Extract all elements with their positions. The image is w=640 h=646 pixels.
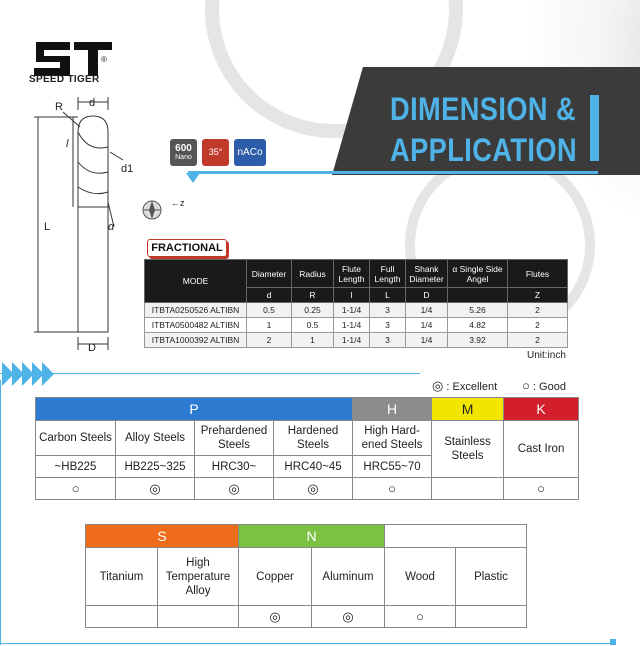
title-accent-bar: [590, 95, 599, 161]
cell-mode: ITBTA0500482 ALTIBN: [145, 318, 247, 333]
chevron-right-icon: [42, 362, 54, 386]
badge-helix-angle: 35°: [202, 139, 229, 166]
group-m: M: [432, 398, 504, 421]
cell-flutes: 2: [508, 303, 568, 318]
hardness-high-hardened: HRC55~70: [353, 456, 432, 478]
frame-bottom-line: [0, 643, 615, 644]
material-hardened-steels: Hardened Steels: [274, 421, 353, 456]
legend-good: ○ : Good: [522, 378, 566, 393]
label-d1: d1: [121, 163, 134, 175]
cell-full-length: 3: [370, 333, 406, 348]
symbol-l: l: [334, 288, 370, 303]
hardness-prehardened: HRC30~: [195, 456, 274, 478]
material-plastic: Plastic: [456, 548, 527, 606]
cell-radius: 1: [292, 333, 334, 348]
symbol-angle: [448, 288, 508, 303]
frame-end-marker: [610, 639, 616, 645]
rating-cast-iron: ○: [504, 478, 579, 500]
material-high-temperature-alloy: High Temperature Alloy: [158, 548, 239, 606]
header-flutes: Flutes: [508, 260, 568, 288]
spec-table: [144, 259, 568, 348]
table-row: [145, 333, 568, 348]
cell-mode: ITBTA0250526 ALTIBN: [145, 303, 247, 318]
group-k: K: [504, 398, 579, 421]
frame-left-line: [0, 380, 7, 645]
registered-mark: ®: [101, 55, 107, 64]
group-other: [385, 525, 527, 548]
cell-radius: 0.25: [292, 303, 334, 318]
cell-radius: 0.5: [292, 318, 334, 333]
material-wood: Wood: [385, 548, 456, 606]
rating-prehardened: ◎: [195, 478, 274, 500]
header-radius: Radius: [292, 260, 334, 288]
cell-flutes: 2: [508, 333, 568, 348]
hardness-alloy: HB225~325: [116, 456, 195, 478]
label-radius: R: [55, 101, 63, 113]
section-divider: [0, 373, 420, 374]
cell-diameter: 0.5: [247, 303, 292, 318]
rating-titanium: [86, 606, 158, 628]
cell-flute-length: 1-1/4: [334, 318, 370, 333]
header-diameter: Diameter: [247, 260, 292, 288]
title-line-1: DIMENSION &: [390, 91, 577, 127]
label-diameter: d: [89, 97, 96, 109]
cell-diameter: 2: [247, 333, 292, 348]
label-flute-count: ←z: [171, 198, 185, 208]
rating-high-temp-alloy: [158, 606, 239, 628]
symbol-r: R: [292, 288, 334, 303]
brand-name: SPEED TIGER: [29, 74, 100, 85]
rating-alloy: ◎: [116, 478, 195, 500]
label-shank-diameter: D: [88, 342, 96, 354]
material-high-hardened-steels: High Hard-ened Steels: [353, 421, 432, 456]
cell-flutes: 2: [508, 318, 568, 333]
table-row: [145, 318, 568, 333]
symbol-L: L: [370, 288, 406, 303]
rating-aluminum: ◎: [312, 606, 385, 628]
cell-shank: 1/4: [406, 318, 448, 333]
material-cast-iron: Cast Iron: [504, 421, 579, 478]
material-stainless-steels: Stainless Steels: [432, 421, 504, 478]
rating-stainless: [432, 478, 504, 500]
rating-wood: ○: [385, 606, 456, 628]
fractional-tag: FRACTIONAL: [147, 239, 227, 257]
label-alpha: α: [108, 221, 115, 233]
unit-label: Unit:inch: [527, 350, 566, 361]
material-alloy-steels: Alloy Steels: [116, 421, 195, 456]
rating-copper: ◎: [239, 606, 312, 628]
cell-mode: ITBTA1000392 ALTIBN: [145, 333, 247, 348]
header-flute-length: Flute Length: [334, 260, 370, 288]
group-p: P: [36, 398, 353, 421]
symbol-z: Z: [508, 288, 568, 303]
material-copper: Copper: [239, 548, 312, 606]
rating-plastic: [456, 606, 527, 628]
cell-flute-length: 1-1/4: [334, 333, 370, 348]
cell-angle: 3.92: [448, 333, 508, 348]
materials-table-2: [85, 524, 527, 628]
cell-full-length: 3: [370, 303, 406, 318]
material-aluminum: Aluminum: [312, 548, 385, 606]
material-carbon-steels: Carbon Steels: [36, 421, 116, 456]
flute-cross-section-icon: [140, 197, 170, 223]
rating-high-hardened: ○: [353, 478, 432, 500]
label-full-length: L: [44, 221, 51, 233]
group-h: H: [353, 398, 432, 421]
material-prehardened-steels: Prehardened Steels: [195, 421, 274, 456]
group-n: N: [239, 525, 385, 548]
cell-shank: 1/4: [406, 303, 448, 318]
cell-diameter: 1: [247, 318, 292, 333]
cell-shank: 1/4: [406, 333, 448, 348]
ball-end-mill-drawing: [18, 92, 148, 354]
header-full-length: Full Length: [370, 260, 406, 288]
cell-flute-length: 1-1/4: [334, 303, 370, 318]
header-shank-diameter: Shank Diameter: [406, 260, 448, 288]
badge-naco-coating: nACo: [234, 139, 266, 166]
label-flute-length: l: [66, 138, 69, 150]
header-angle: α Single Side Angel: [448, 260, 508, 288]
cell-full-length: 3: [370, 318, 406, 333]
hardness-hardened: HRC40~45: [274, 456, 353, 478]
symbol-d: d: [247, 288, 292, 303]
title-line-2: APPLICATION: [390, 132, 578, 168]
symbol-D: D: [406, 288, 448, 303]
badge-600-nano: 600 Nano: [170, 139, 197, 166]
hardness-carbon: ~HB225: [36, 456, 116, 478]
materials-table-1: [35, 397, 579, 500]
table-row: [145, 303, 568, 318]
cell-angle: 5.26: [448, 303, 508, 318]
header-mode: MODE: [145, 260, 247, 303]
cell-angle: 4.82: [448, 318, 508, 333]
rating-carbon: ○: [36, 478, 116, 500]
group-s: S: [86, 525, 239, 548]
material-titanium: Titanium: [86, 548, 158, 606]
title-underline: [188, 171, 598, 174]
rating-hardened: ◎: [274, 478, 353, 500]
legend-excellent: ◎ : Excellent: [432, 378, 498, 393]
underline-arrow-icon: [186, 173, 200, 183]
